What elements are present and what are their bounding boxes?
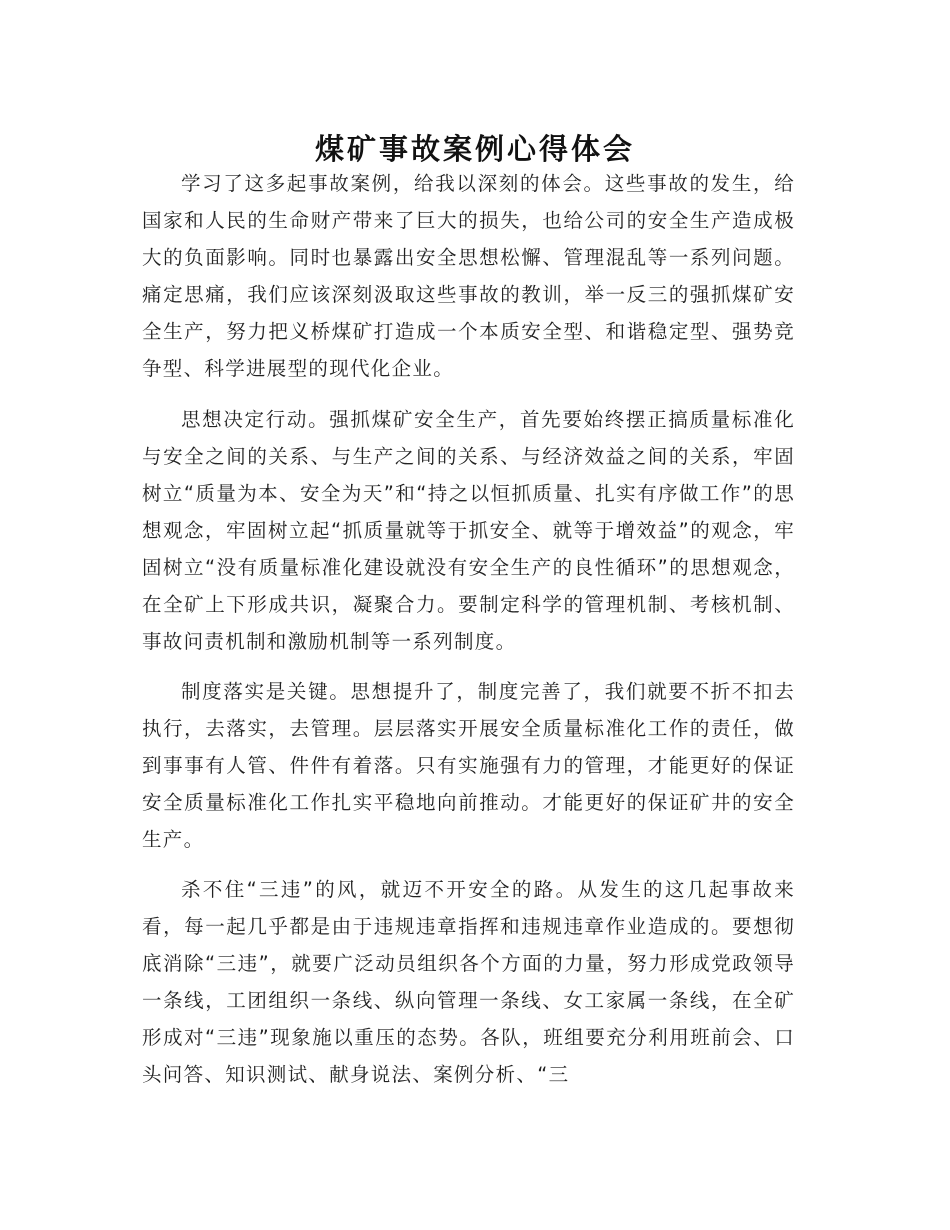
paragraph-4: 杀不住“三违”的风，就迈不开安全的路。从发生的这几起事故来看，每一起几乎都是由于违规违章指挥和违规违章作业造成的。要想彻底消除“三违”，就要广泛动员组织各个方面的力量，努力形成党政领导一条线，工团组织一条线、纵向管理一条线、女工家属一条线，在全矿形成对“三违”现象施以重压的态势。各队，班组要充分利用班前会、口头问答、知识测试、献身说法、案例分析、“三 — [142, 878, 795, 1086]
document-title: 煤矿事故案例心得体会 — [314, 132, 635, 167]
paragraph-2: 思想决定行动。强抓煤矿安全生产，首先要始终摆正搞质量标准化与安全之间的关系、与生产之间的关系、与经济效益之间的关系，牢固树立“质量为本、安全为天”和“持之以恒抓质量、扎实有序做工作”的思想观念，牢固树立起“抓质量就等于抓安全、就等于增效益”的观念，牢固树立“没有质量标准化建设就没有安全生产的良性循环”的思想观念，在全矿上下形成共识，凝聚合力。要制定科学的管理机制、考核机制、事故问责机制和激励机制等一系列制度。 — [142, 408, 795, 653]
paragraph-1: 学习了这多起事故案例，给我以深刻的体会。这些事故的发生，给国家和人民的生命财产带来了巨大的损失，也给公司的安全生产造成极大的负面影响。同时也暴露出安全思想松懈、管理混乱等一系列问题。痛定思痛，我们应该深刻汲取这些事故的教训，举一反三的强抓煤矿安全生产，努力把义桥煤矿打造成一个本质安全型、和谐稳定型、强势竞争型、科学进展型的现代化企业。 — [142, 172, 795, 380]
paragraph-3: 制度落实是关键。思想提升了，制度完善了，我们就要不折不扣去执行，去落实，去管理。层层落实开展安全质量标准化工作的责任，做到事事有人管、件件有着落。只有实施强有力的管理，才能更好的保证安全质量标准化工作扎实平稳地向前推动。才能更好的保证矿井的安全生产。 — [142, 680, 795, 851]
